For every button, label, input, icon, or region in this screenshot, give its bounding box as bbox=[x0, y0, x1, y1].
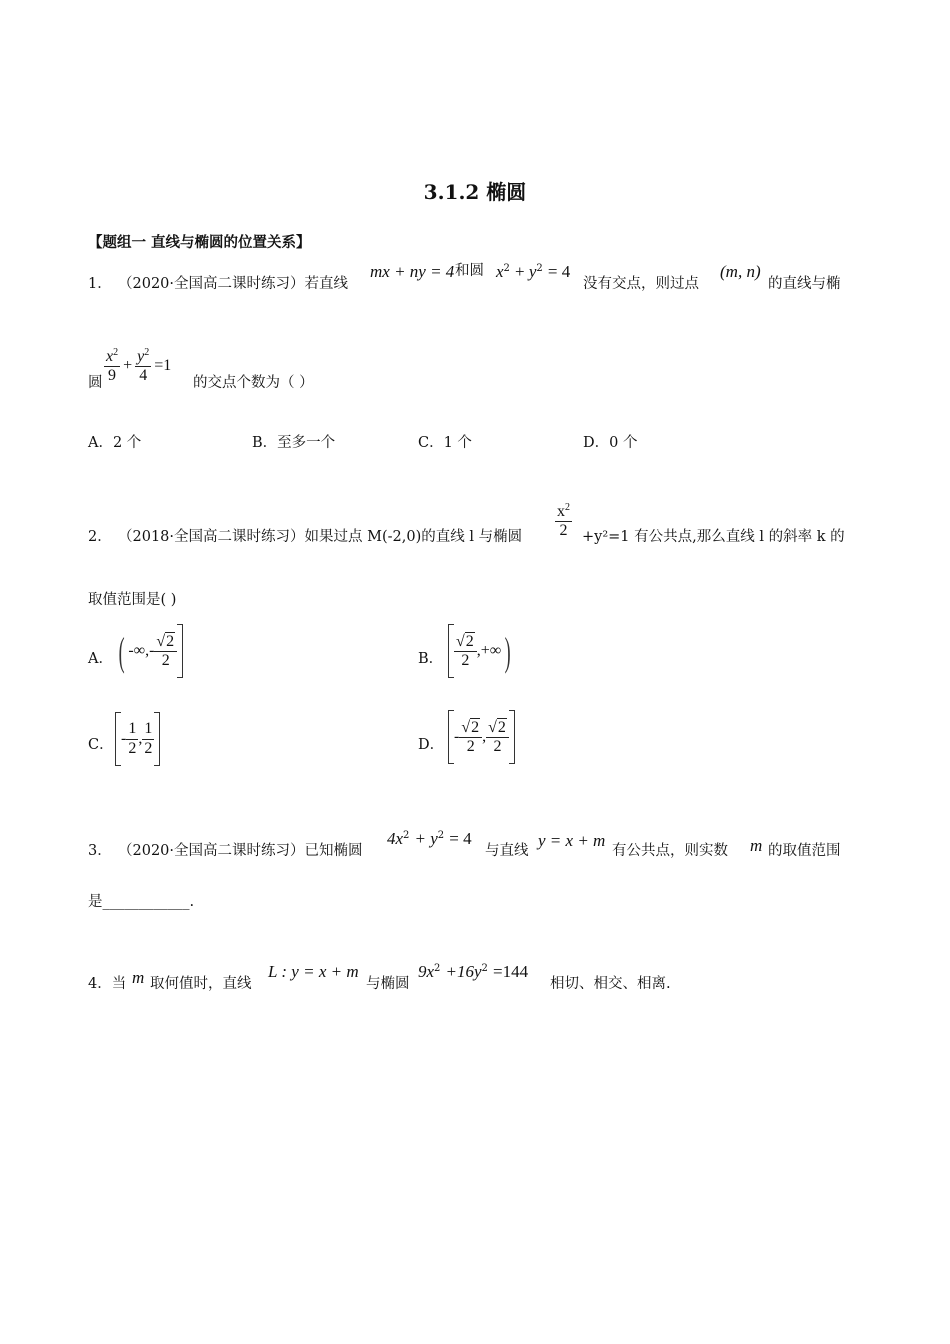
q2-line2: 取值范围是( ) bbox=[88, 592, 177, 608]
q1-circle-equation: $x^2 + y^2 = 4$ bbox=[496, 262, 571, 281]
q2-option-d-interval[interactable]: - $\frac{√2}{2}$ , $\frac{√2}{2}$ bbox=[448, 710, 515, 764]
q4-number: 4．当 bbox=[88, 976, 127, 992]
q3-number: 3． bbox=[88, 843, 112, 859]
q2-fraction: $\frac{x^2}{2}$ bbox=[557, 502, 570, 540]
q2-option-b-label[interactable]: B． bbox=[418, 651, 444, 667]
q3-rest: 有公共点，则实数 bbox=[612, 843, 728, 859]
q4-mid: 取何值时，直线 bbox=[150, 976, 252, 992]
q1-mid: 和圆 bbox=[455, 263, 484, 279]
q1-option-a[interactable]: A．2 个 bbox=[88, 435, 142, 451]
page-title: 3.1.2 椭圆 bbox=[423, 180, 527, 204]
q2-source: （2018·全国高二课时练习）如果过点 M(-2,0)的直线 l 与椭圆 bbox=[118, 529, 523, 545]
section-header: 【题组一 直线与椭圆的位置关系】 bbox=[88, 234, 311, 251]
q2-rest: +y²=1 有公共点,那么直线 l 的斜率 k 的 bbox=[582, 529, 845, 545]
q3-answer-blank[interactable]: 是____________. bbox=[88, 894, 195, 910]
q4-m: m bbox=[132, 968, 145, 987]
q1-source: （2020·全国高二课时练习）若直线 bbox=[118, 276, 349, 292]
q4-mid2: 与椭圆 bbox=[366, 976, 410, 992]
q2-option-d-label[interactable]: D． bbox=[418, 737, 445, 753]
q4-tail: 相切、相交、相离. bbox=[550, 976, 671, 992]
q1-point: (m, n) bbox=[720, 262, 761, 281]
q1-line2-pre: 圆 bbox=[88, 375, 103, 391]
q1-line-equation: mx + ny = 4 bbox=[370, 262, 455, 281]
q1-ellipse-equation: $\frac{x^2}{9}$ + $\frac{y^2}{4}$ =1 bbox=[106, 347, 172, 385]
q1-number: 1． bbox=[88, 276, 112, 292]
q2-option-a-label[interactable]: A． bbox=[88, 651, 113, 667]
q1-rest: 没有交点，则过点 bbox=[583, 276, 699, 292]
q1-option-d[interactable]: D．0 个 bbox=[583, 435, 638, 451]
q3-mid: 与直线 bbox=[485, 843, 529, 859]
q2-number: 2． bbox=[88, 529, 112, 545]
q2-option-b-interval[interactable]: $\frac{√2}{2}$ ,+∞ ) bbox=[448, 624, 515, 678]
q2-option-c-label[interactable]: C． bbox=[88, 737, 114, 753]
q3-tail: 的取值范围 bbox=[768, 843, 841, 859]
q4-line-equation: L : y = x + m bbox=[268, 962, 359, 981]
q3-line-equation: y = x + m bbox=[538, 831, 606, 850]
q3-source: （2020·全国高二课时练习）已知椭圆 bbox=[118, 843, 363, 859]
q3-ellipse-equation: $4x^2 + y^2 = 4$ bbox=[387, 829, 472, 848]
q4-ellipse-equation: $9x^2 +16y^2 =144$ bbox=[418, 962, 529, 981]
q1-option-c[interactable]: C．1 个 bbox=[418, 435, 472, 451]
q2-option-a-interval[interactable]: ( -∞,- $\frac{√2}{2}$ bbox=[115, 624, 183, 678]
q3-m: m bbox=[750, 836, 763, 855]
q2-option-c-interval[interactable]: - $\frac{1}{2}$ , $\frac{1}{2}$ bbox=[115, 712, 160, 766]
q1-tail: 的直线与椭 bbox=[768, 276, 841, 292]
q1-option-b[interactable]: B．至多一个 bbox=[252, 435, 336, 451]
q1-line2-post: 的交点个数为（ ） bbox=[193, 375, 314, 391]
